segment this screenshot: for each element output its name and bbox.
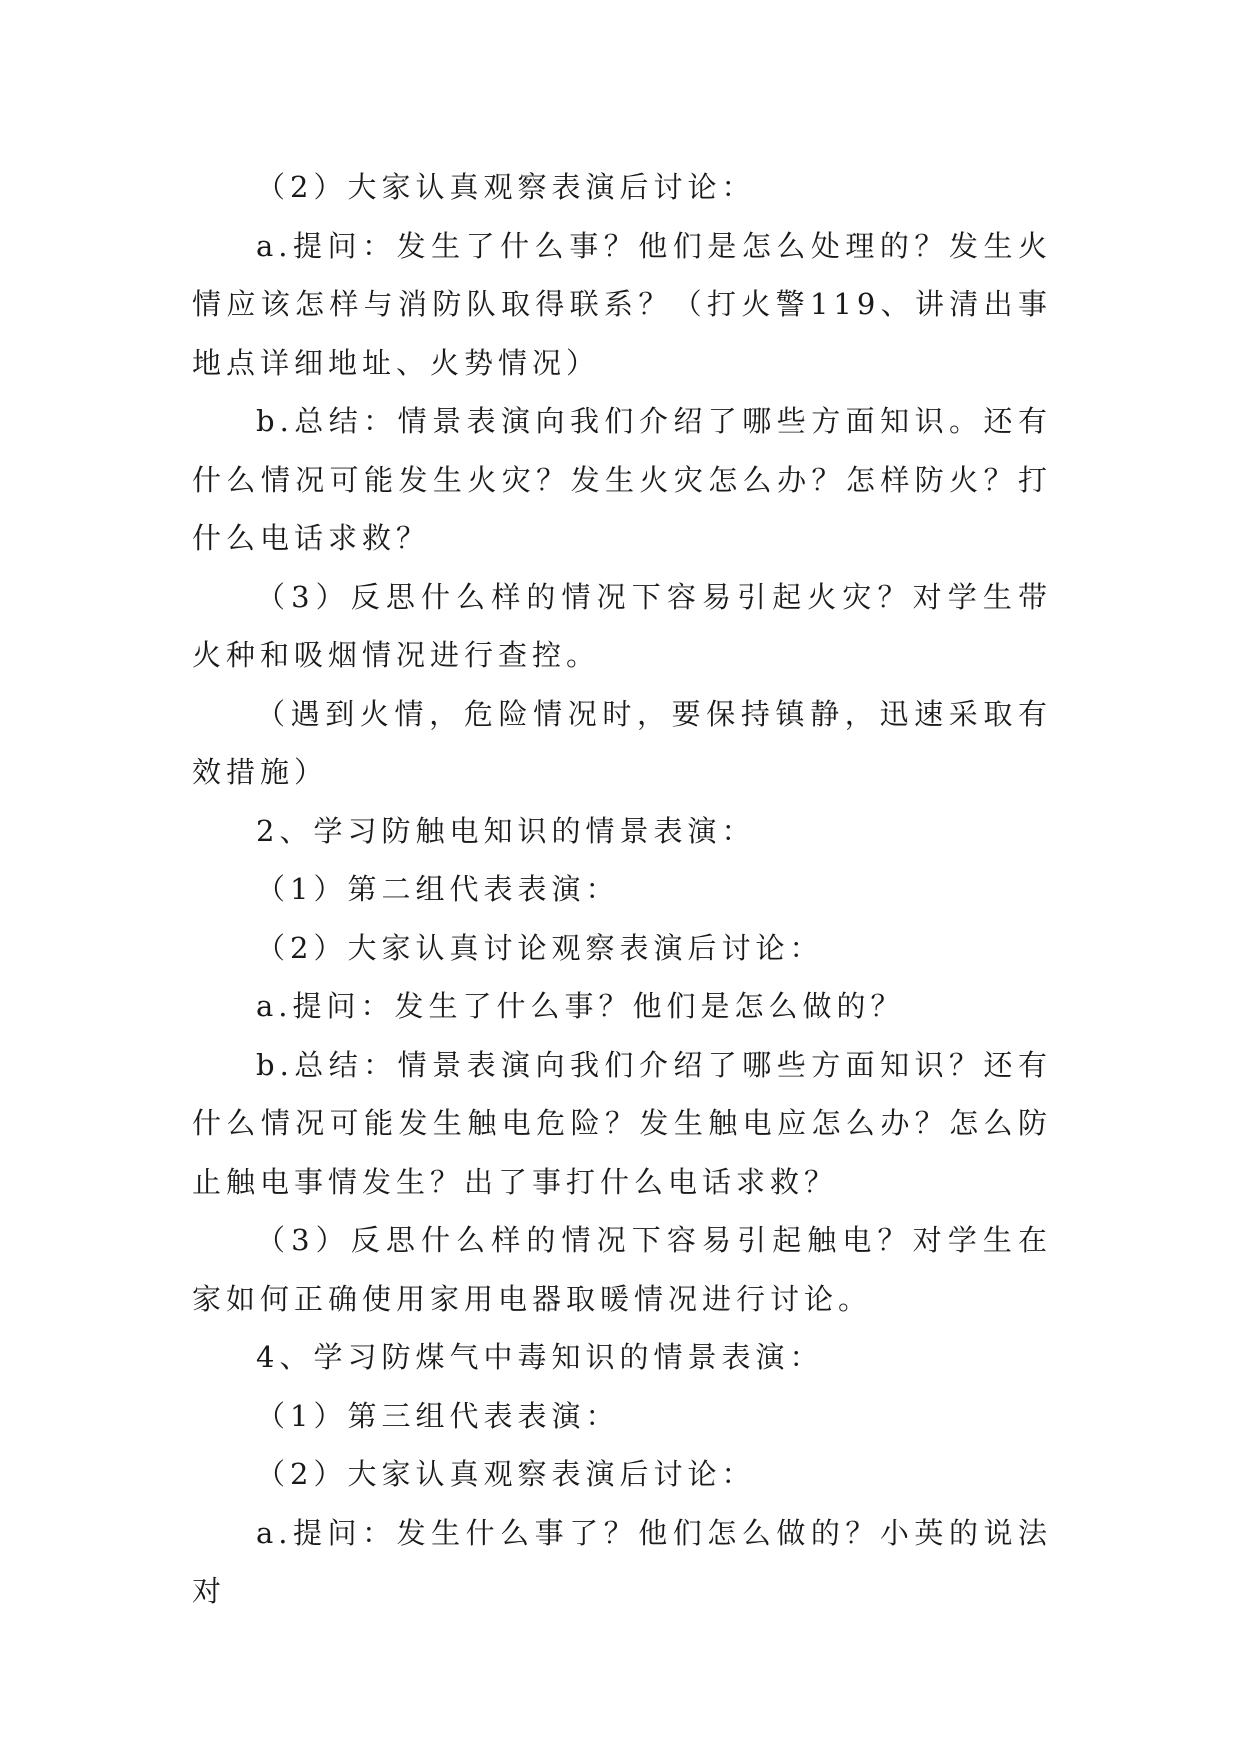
paragraph: a.提问：发生了什么事？他们是怎么处理的？发生火情应该怎样与消防队取得联系？（打火警119、讲清出事地点详细地址、火势情况） [192,228,1052,380]
paragraph: 2、学习防触电知识的情景表演： [256,813,756,848]
paragraph: a.提问：发生了什么事？他们是怎么做的？ [256,989,905,1023]
paragraph: （2）大家认真观察表演后讨论： [256,1457,756,1491]
paragraph: 4、学习防煤气中毒知识的情景表演： [256,1340,824,1374]
paragraph: b.总结：情景表演向我们介绍了哪些方面知识。还有什么情况可能发生火灾？发生火灾怎么办？怎样防火？打什么电话求救？ [192,404,1052,555]
document-body [192,158,1052,1621]
paragraph: （1）第二组代表表演： [256,872,620,906]
paragraph: （遇到火情，危险情况时，要保持镇静，迅速采取有效措施） [192,696,1052,789]
paragraph: （2）大家认真讨论观察表演后讨论： [256,930,824,965]
paragraph: a.提问：发生什么事了？他们怎么做的？小英的说法对 [192,1515,1052,1608]
paragraph: b.总结：情景表演向我们介绍了哪些方面知识？还有什么情况可能发生触电危险？发生触电应怎么办？怎么防止触电事情发生？出了事打什么电话求救？ [192,1047,1052,1199]
paragraph: （3）反思什么样的情况下容易引起火灾？对学生带火种和吸烟情况进行查控。 [192,579,1052,672]
paragraph: （1）第三组代表表演： [256,1398,620,1433]
paragraph: （2）大家认真观察表演后讨论： [256,170,756,204]
paragraph: （3）反思什么样的情况下容易引起触电？对学生在家如何正确使用家用电器取暖情况进行讨论。 [192,1223,1052,1316]
